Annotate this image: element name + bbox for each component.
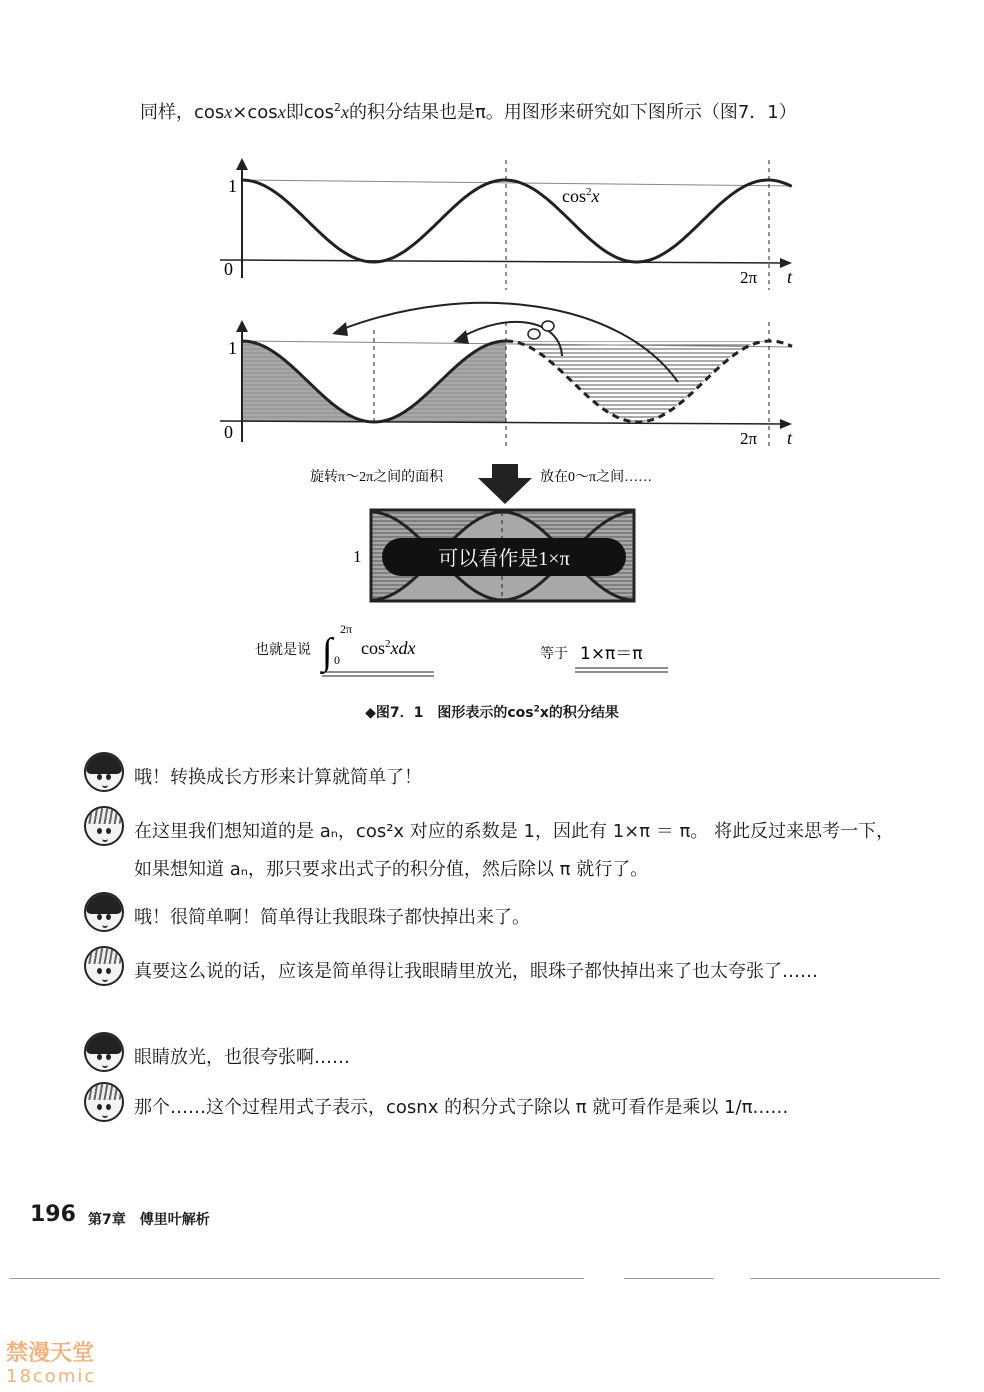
rotate-arrow-short-head-icon: [453, 330, 469, 344]
rect-pill-text: 可以看作是1×π: [438, 548, 570, 570]
middle-origin-label: 0: [224, 422, 233, 442]
intro-x-1: x: [224, 102, 233, 122]
that-is-text: 也就是说: [255, 643, 311, 658]
middle-y-one-label: 1: [228, 338, 237, 358]
footer-rule: [750, 1278, 940, 1279]
intro-sup: 2: [333, 101, 341, 114]
avatar: [84, 1032, 124, 1072]
middle-area-pi-2pi: [506, 341, 769, 422]
top-curve-label: $\cos^2x$: [562, 186, 600, 206]
footer-rule: [624, 1278, 714, 1279]
top-y-arrow-icon: [236, 158, 248, 170]
top-origin-label: 0: [224, 259, 233, 279]
rect-side-label: 1: [353, 547, 362, 566]
speech-text: 那个……这个过程用式子表示，cosnx 的积分式子除以 π 就可看作是乘以 1/π……: [134, 1097, 789, 1118]
middle-t-label: t: [787, 428, 793, 448]
integrand: $\cos^2xdx$: [361, 638, 416, 658]
integral-lower: 0: [334, 653, 340, 667]
avatar: [84, 946, 124, 986]
speech-text: 在这里我们想知道的是 aₙ，cos²x 对应的系数是 1，因此有 1×π ＝ π。 将此反过来思考一下，如果想知道 aₙ，那只要求出式子的积分值，然后除以 π 就行了。: [134, 821, 895, 880]
motion-loop-icon: [528, 329, 540, 339]
top-cos2-curve: [242, 180, 792, 262]
avatar: [84, 752, 124, 792]
intro-times: ×: [232, 102, 248, 123]
chapter-title: 第7章 傅里叶解析: [88, 1212, 210, 1228]
speech-text: 哦！转换成长方形来计算就简单了！: [134, 767, 422, 788]
figure-caption: ◆图7．1 图形表示的$\cos^2x$的积分结果: [365, 704, 619, 721]
speech-text: 真要这么说的话，应该是简单得让我眼睛里放光，眼珠子都快掉出来了也太夸张了……: [134, 961, 818, 982]
intro-cos-1: cos: [194, 102, 225, 123]
place-text: 放在0～π之间……: [540, 470, 653, 485]
top-2pi-label: 2π: [740, 268, 758, 287]
rotate-text: 旋转π～2π之间的面积: [310, 470, 444, 485]
rotate-arrow-long-head-icon: [332, 322, 348, 336]
top-graph: [220, 158, 793, 290]
intro-pre: 同样，: [140, 102, 194, 123]
middle-y-arrow-icon: [236, 320, 248, 332]
avatar: [84, 806, 124, 846]
motion-loop-icon: [542, 321, 554, 331]
top-x-axis: [220, 260, 785, 263]
intro-x-3: x: [340, 102, 349, 122]
result-rectangle: [353, 510, 634, 601]
intro-post: 的积分结果也是π。用图形来研究如下图所示（图7．1）: [348, 102, 797, 123]
watermark-logo-sub: 18comic: [6, 1366, 97, 1387]
middle-2pi-label: 2π: [740, 429, 758, 448]
avatar: [84, 892, 124, 932]
speech-text: 哦！很简单啊！简单得让我眼珠子都快掉出来了。: [134, 907, 530, 928]
top-t-label: t: [787, 267, 793, 287]
integral-sign-icon: ∫: [322, 631, 333, 673]
page-number: 196: [30, 1202, 76, 1227]
intro-cos-2: cos: [247, 102, 278, 123]
intro-cos-3: cos: [303, 102, 334, 123]
avatar: [84, 1082, 124, 1122]
integral-upper: 2π: [340, 622, 353, 636]
middle-graph: [220, 303, 793, 450]
intro-mid: 即: [285, 102, 304, 123]
footer-rule: [10, 1278, 584, 1279]
intro-x-2: x: [277, 102, 286, 122]
watermark-logo: 禁漫天堂: [6, 1341, 95, 1366]
down-arrow-icon: [478, 464, 532, 504]
equals-value: 1×π＝π: [580, 644, 643, 664]
equals-text: 等于: [540, 647, 568, 662]
speech-text: 眼睛放光，也很夸张啊……: [134, 1047, 350, 1068]
top-y-one-label: 1: [228, 176, 237, 196]
